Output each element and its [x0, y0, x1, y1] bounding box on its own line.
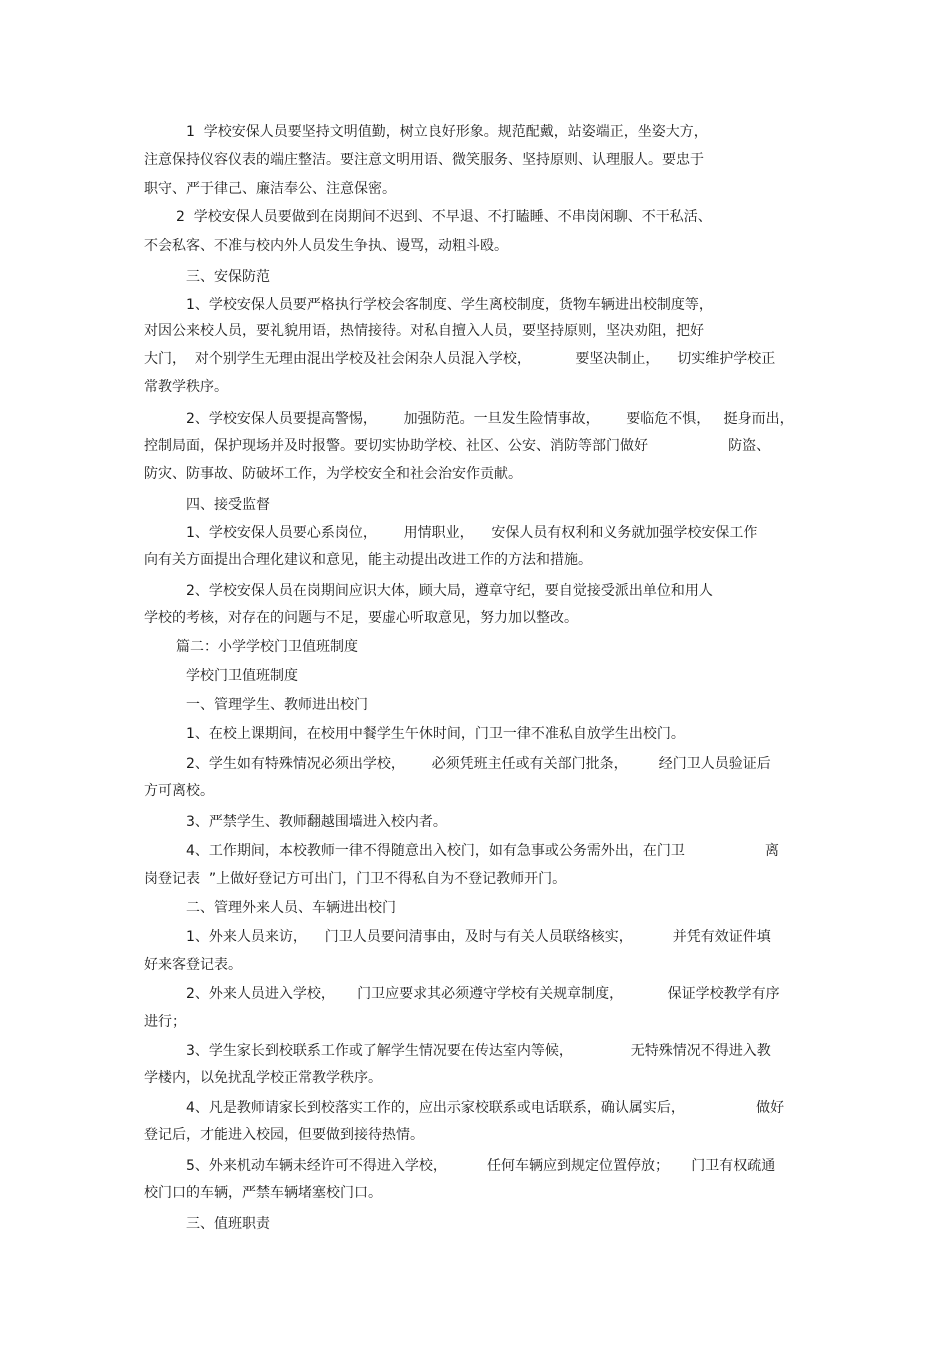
paragraph-line: 2、学生如有特殊情况必须出学校， 必须凭班主任或有关部门批条， 经门卫人员验证后 — [186, 756, 771, 772]
paragraph-line: 学校的考核，对存在的问题与不足，要虚心听取意见，努力加以整改。 — [144, 610, 578, 626]
paragraph-line: 进行； — [144, 1014, 186, 1030]
section-heading: 一、管理学生、教师进出校门 — [186, 697, 368, 713]
paragraph-line: 4、凡是教师请家长到校落实工作的，应出示家校联系或电话联系，确认属实后， 做好 — [186, 1100, 785, 1116]
paragraph-line: 学楼内，以免扰乱学校正常教学秩序。 — [144, 1070, 382, 1086]
section-heading: 三、值班职责 — [186, 1216, 270, 1232]
paragraph-line: 登记后，才能进入校园，但要做到接待热情。 — [144, 1127, 424, 1143]
paragraph-line: 2、学校安保人员在岗期间应识大体，顾大局，遵章守纪，要自觉接受派出单位和用人 — [186, 583, 713, 599]
paragraph-line: 大门， 对个别学生无理由混出学校及社会闲杂人员混入学校， 要坚决制止， 切实维护学校正 — [144, 351, 776, 367]
paragraph-line: 校门口的车辆，严禁车辆堵塞校门口。 — [144, 1185, 382, 1201]
paragraph-line: 1、外来人员来访， 门卫人员要问清事由，及时与有关人员联络核实， 并凭有效证件填 — [186, 929, 771, 945]
paragraph-line: 2、外来人员进入学校， 门卫应要求其必须遵守学校有关规章制度， 保证学校教学有序 — [186, 986, 780, 1002]
paragraph-line: 2、学校安保人员要提高警惕， 加强防范。一旦发生险情事故， 要临危不惧， 挺身而出， — [186, 411, 794, 427]
paragraph-line: 4、工作期间，本校教师一律不得随意出入校门，如有急事或公务需外出，在门卫 离 — [186, 843, 780, 859]
paragraph-line: 5、外来机动车辆未经许可不得进入学校， 任何车辆应到规定位置停放； 门卫有权疏通 — [186, 1158, 776, 1174]
paragraph-line: 对因公来校人员，要礼貌用语，热情接待。对私自擅入人员，要坚持原则，坚决劝阻，把好 — [144, 323, 704, 339]
paragraph-line: 向有关方面提出合理化建议和意见，能主动提出改进工作的方法和措施。 — [144, 552, 592, 568]
paragraph-line: 好来客登记表。 — [144, 957, 242, 973]
paragraph-line: 注意保持仪容仪表的端庄整洁。要注意文明用语、微笑服务、坚持原则、认理服人。要忠于 — [144, 152, 704, 168]
document-title: 学校门卫值班制度 — [186, 668, 298, 684]
paragraph-line: 1、学校安保人员要严格执行学校会客制度、学生离校制度，货物车辆进出校制度等， — [186, 297, 713, 313]
section-heading: 二、管理外来人员、车辆进出校门 — [186, 900, 396, 916]
section-heading: 三、安保防范 — [186, 269, 270, 285]
paragraph-line: 2 学校安保人员要做到在岗期间不迟到、不早退、不打瞌睡、不串岗闲聊、不干私活、 — [176, 209, 712, 225]
paragraph-line: 方可离校。 — [144, 783, 214, 799]
paragraph-line: 1、学校安保人员要心系岗位， 用情职业， 安保人员有权利和义务就加强学校安保工作 — [186, 525, 758, 541]
paragraph-line: 职守、严于律己、廉洁奉公、注意保密。 — [144, 181, 396, 197]
paragraph-line: 1 学校安保人员要坚持文明值勤，树立良好形象。规范配戴，站姿端正，坐姿大方， — [186, 124, 708, 140]
paragraph-line: 3、学生家长到校联系工作或了解学生情况要在传达室内等候， 无特殊情况不得进入教 — [186, 1043, 771, 1059]
paragraph-line: 不会私客、不准与校内外人员发生争执、谩骂，动粗斗殴。 — [144, 238, 508, 254]
section-heading: 四、接受监督 — [186, 497, 270, 513]
paragraph-line: 岗登记表 ”上做好登记方可出门，门卫不得私自为不登记教师开门。 — [144, 871, 567, 887]
paragraph-line: 防灾、防事故、防破坏工作，为学校安全和社会治安作贡献。 — [144, 466, 522, 482]
paragraph-line: 3、严禁学生、教师翻越围墙进入校内者。 — [186, 814, 447, 830]
paragraph-line: 控制局面，保护现场并及时报警。要切实协助学校、社区、公安、消防等部门做好 防盗、 — [144, 438, 771, 454]
paragraph-line: 1、在校上课期间，在校用中餐学生午休时间，门卫一律不准私自放学生出校门。 — [186, 726, 685, 742]
paragraph-line: 常教学秩序。 — [144, 379, 228, 395]
article-title: 篇二：小学学校门卫值班制度 — [176, 639, 358, 655]
